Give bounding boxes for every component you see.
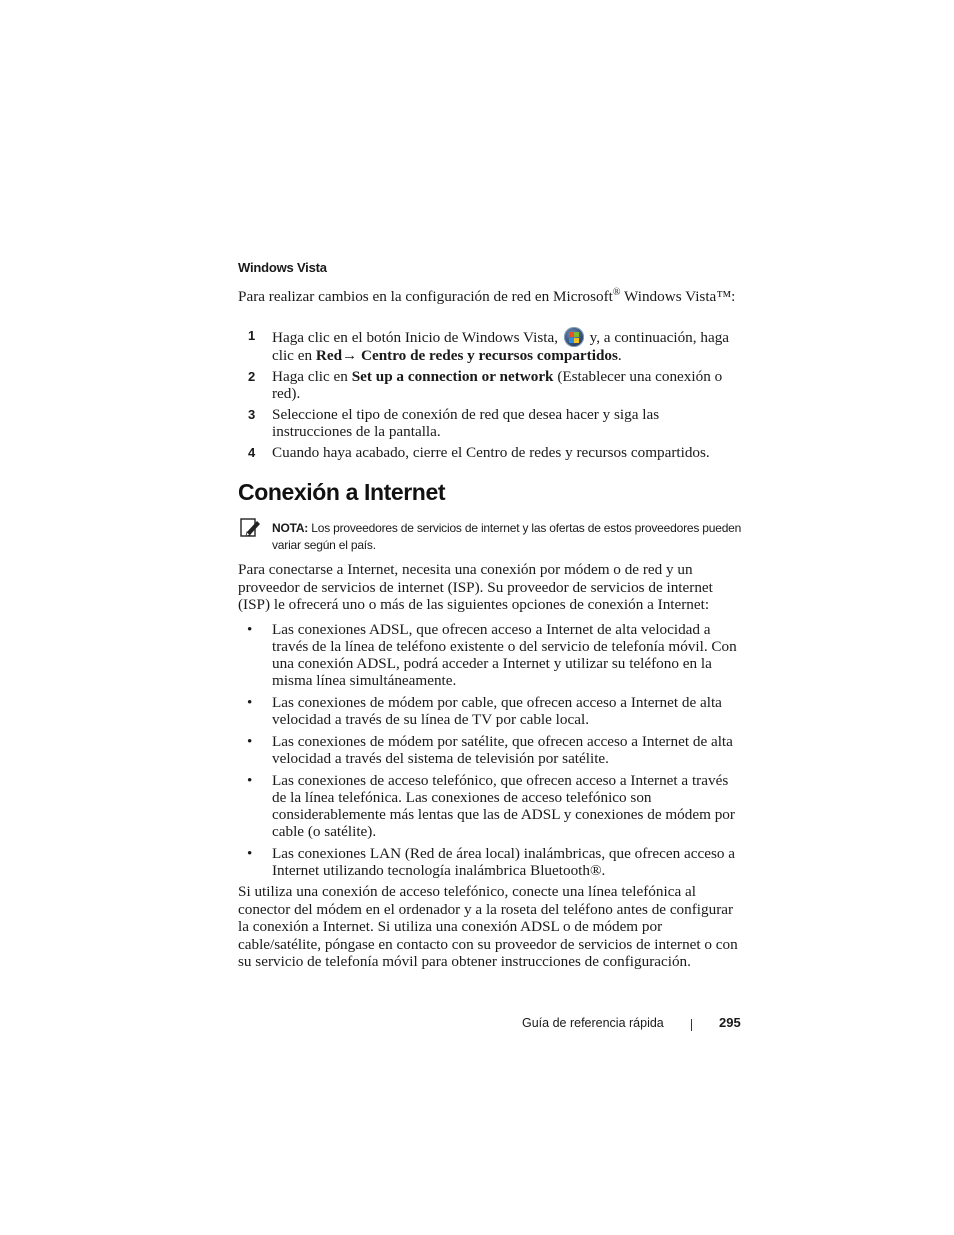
footer-guide-title: Guía de referencia rápida (522, 1016, 664, 1030)
connection-types-list (238, 621, 738, 884)
internet-intro-paragraph: Para conectarse a Internet, necesita una conexión por módem o de red y un proveedor de servicios de internet (ISP). Su proveedor de servicios de internet (ISP) le ofrecerá uno o más de las siguientes opciones de conexión a Internet: (238, 561, 713, 614)
section-heading-conexion-internet: Conexión a Internet (238, 479, 446, 505)
bullet-glyph: • (247, 733, 253, 750)
list-item-text: Las conexiones de acceso telefónico, que ofrecen acceso a Internet a través de la línea telefónica. Las conexiones de acceso telefónico son considerablemente más lentas que las de ADSL y conexiones de módem por cable (o satélite). (272, 772, 735, 840)
note-box (272, 520, 742, 554)
vista-intro-paragraph (238, 284, 738, 306)
list-item (238, 621, 738, 689)
step-item (238, 444, 738, 462)
step-item (238, 406, 738, 441)
bullet-glyph: • (247, 694, 253, 711)
bullet-glyph: • (247, 845, 253, 862)
step-text: Cuando haya acabado, cierre el Centro de redes y recursos compartidos. (272, 443, 710, 461)
note-label: NOTA: (272, 521, 309, 535)
step-number: 4 (248, 444, 256, 460)
step-text: Seleccione el tipo de conexión de red que desea hacer y siga las instrucciones de la pantalla. (272, 405, 660, 441)
vista-intro-text-end: Windows Vista™: (620, 288, 736, 306)
bullet-glyph: • (247, 772, 253, 789)
step-number: 2 (248, 368, 256, 384)
list-item-text: Las conexiones de módem por cable, que ofrecen acceso a Internet de alta velocidad a través de su línea de TV por cable local. (272, 694, 722, 728)
list-item (238, 772, 738, 840)
pencil-note-icon (240, 518, 262, 538)
step-text: Haga clic en el botón Inicio de Windows Vista, (272, 329, 562, 346)
registered-mark: ® (612, 287, 621, 298)
closing-paragraph: Si utiliza una conexión de acceso telefónico, conecte una línea telefónica al conector del módem en el ordenador y a la roseta del teléfono antes de configurar la conexión a Internet. Si utiliza una conexión ADSL o de módem por cable/satélite, póngase en contacto con su proveedor de servicios de internet o con su servicio de telefonía móvil para obtener instrucciones de configuración. (238, 883, 738, 971)
list-item-text: Las conexiones de módem por satélite, que ofrecen acceso a Internet de alta velocidad a través del sistema de televisión por satélite. (272, 733, 733, 767)
step-bold-centro: Centro de redes y recursos compartidos (357, 347, 618, 364)
vista-intro-text: Para realizar cambios en la configuración de red en Microsoft (238, 288, 613, 306)
bullet-glyph: • (247, 621, 253, 638)
step-number: 3 (248, 406, 256, 422)
list-item-text: Las conexiones ADSL, que ofrecen acceso a Internet de alta velocidad a través de la línea de teléfono existente o del servicio de telefonía móvil. Con una conexión ADSL, podrá acceder a Internet y utilizar su teléfono en la misma línea simultáneamente. (272, 621, 737, 689)
list-item (238, 694, 738, 728)
note-text: Los proveedores de servicios de internet y las ofertas de estos proveedores pueden variar según el país. (272, 521, 742, 552)
step-bold-red: Red (315, 347, 343, 364)
step-bold-setup: Set up a connection or network (351, 367, 554, 385)
step-text: (Establecer una conexión o red). (272, 367, 723, 403)
windows-vista-start-icon (564, 327, 584, 347)
footer-divider (691, 1019, 692, 1031)
list-item (238, 845, 738, 879)
section-heading-windows-vista: Windows Vista (238, 260, 327, 275)
step-text: . (617, 347, 622, 364)
arrow-glyph: → (342, 347, 358, 364)
step-number: 1 (248, 328, 256, 343)
step-item (238, 368, 738, 403)
step-text: Haga clic en (272, 367, 352, 385)
step-item (238, 327, 738, 365)
list-item (238, 733, 738, 767)
page-number: 295 (719, 1015, 741, 1030)
step-text: y, a continuación, haga clic en (272, 329, 730, 364)
list-item-text: Las conexiones LAN (Red de área local) inalámbricas, que ofrecen acceso a Internet utilizando tecnología inalámbrica Bluetooth®. (272, 845, 735, 879)
vista-steps-list (238, 327, 738, 465)
